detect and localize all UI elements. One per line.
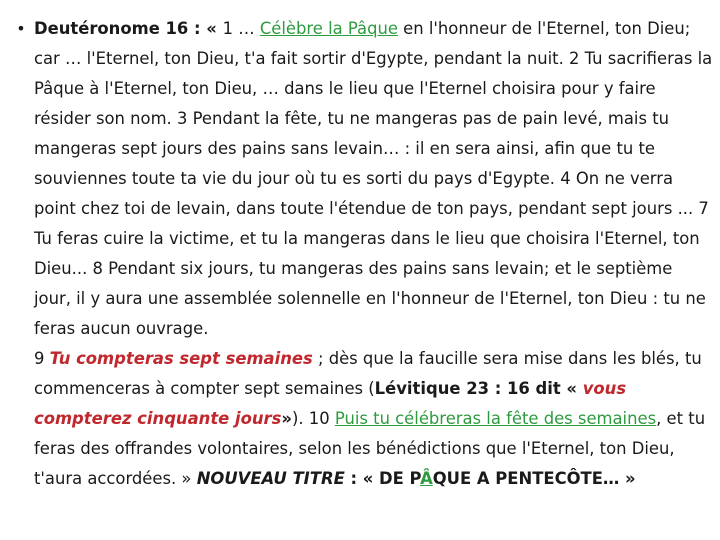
text-run: ). 10 [291, 409, 335, 428]
text-run: ; dès que la faucille sera mise dans les blés, tu commenceras à compter sept semaines ( [34, 349, 702, 398]
closing-quote: » [281, 409, 292, 428]
highlight-paque: Célèbre la Pâque [259, 19, 398, 38]
highlight-fete-semaines: Puis tu célébreras la fête des semaines [334, 409, 657, 428]
text-run: 1 … [222, 19, 260, 38]
new-title-accent: Â [420, 469, 433, 488]
reference-levitique: Lévitique 23 : 16 dit « [374, 379, 583, 398]
new-title-text: : « DE P [344, 469, 421, 488]
reference-heading: Deutéronome 16 : « [34, 19, 223, 38]
new-title-text-end: QUE A PENTECÔTE… » [432, 469, 636, 488]
text-run: en l'honneur de l'Eternel, ton Dieu; car … l'Eternel, ton Dieu, t'a fait sortir d'Egypte, pendant la nuit. 2 Tu sacrifieras la Pâque à l'Eternel, ton Dieu, … dans le lieu que l'Eternel choisira pour y faire résider son nom. 3 Pendant la fête, tu ne mangeras pas de pain levé, mais tu mangeras sept jours des pains sans levain… : il en sera ainsi, afin que tu te souviennes toute ta vie du jour où tu es sorti du pays d'Egypte. 4 On ne verra point chez toi de levain, dans toute l'étendue de ton pays, pendant sept jours ... 7 Tu feras cuire la victime, et tu la mangeras dans le lieu que choisira l'Eternel, ton Dieu... 8 Pendant six jours, tu mangeras des pains sans levain; et le septième jour, il y aura une assemblée solennelle en l'honneur de l'Eternel, ton Dieu : tu ne feras aucun ouvrage. [34, 19, 713, 338]
text-run: 9 [34, 349, 50, 368]
highlight-cinquante-jours: vous compterez cinquante jours [34, 379, 627, 428]
text-run: , et tu feras des offrandes volontaires, selon les bénédictions que l'Eternel, ton Dieu, t'aura accordées. » [34, 409, 706, 488]
bullet-item [8, 14, 714, 494]
scripture-paragraph [34, 14, 714, 494]
highlight-sept-semaines: Tu compteras sept semaines [49, 349, 313, 368]
bullet-glyph: • [16, 19, 26, 38]
new-title-label: NOUVEAU TITRE [196, 469, 345, 488]
